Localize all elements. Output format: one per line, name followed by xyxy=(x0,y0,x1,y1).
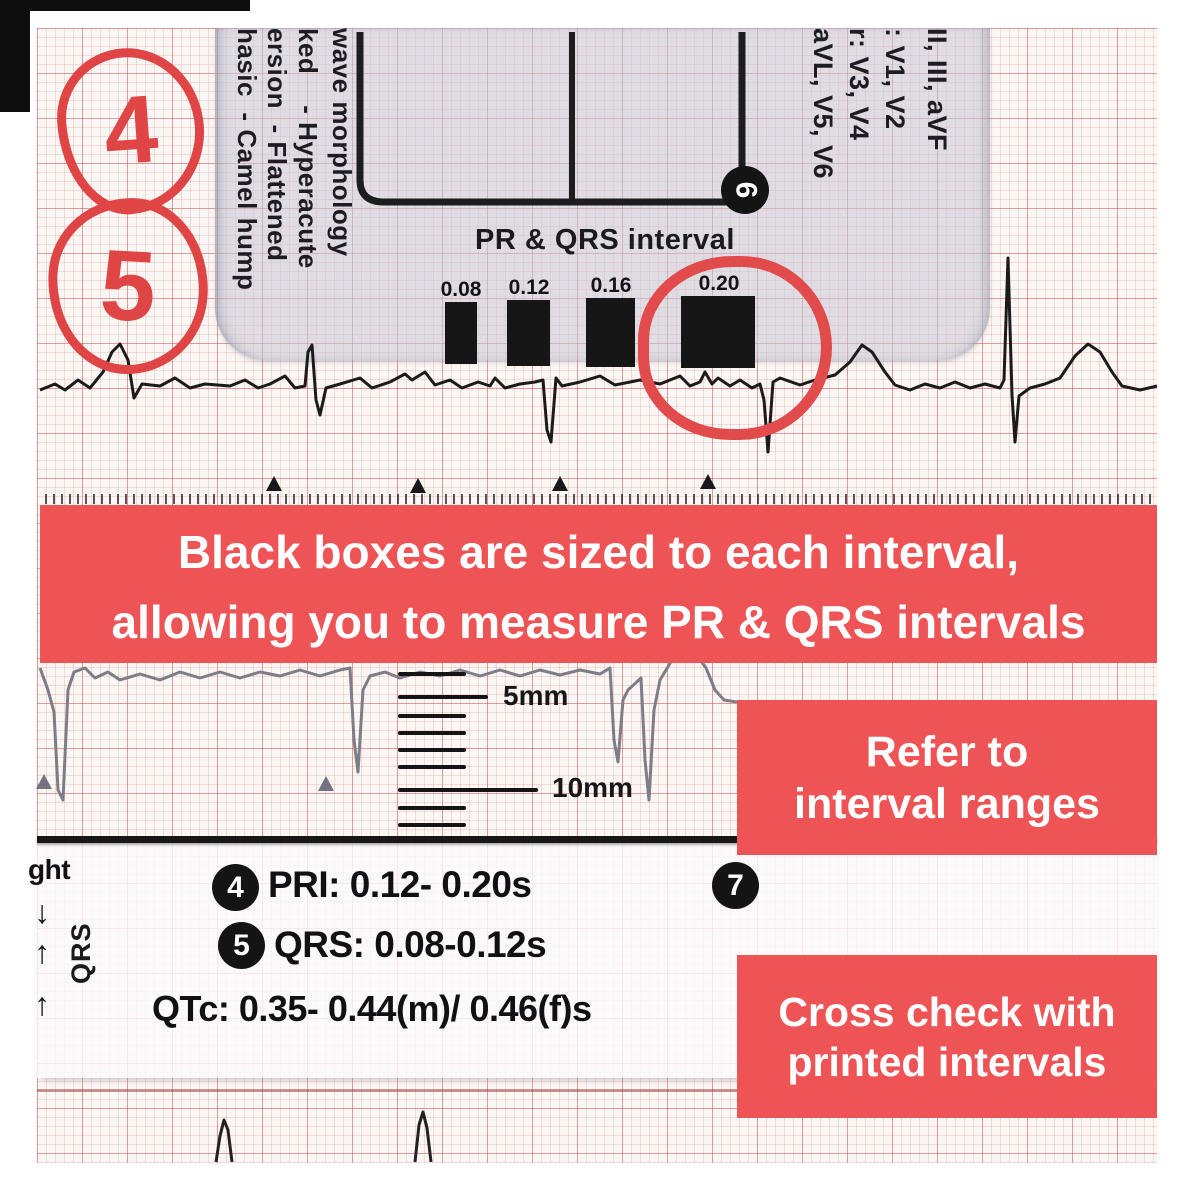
calibration-triangle-icon xyxy=(318,776,334,791)
calibration-triangle-icon xyxy=(36,774,52,789)
marker-6-number: 6 xyxy=(729,181,762,199)
interval-box-008 xyxy=(445,302,477,364)
cross-check-callout-box xyxy=(737,955,1157,1118)
ruler-text-morphology-4: hasic - Camel hump xyxy=(232,28,262,291)
refer-line-2: interval ranges xyxy=(794,779,1100,828)
interval-label-012: 0.12 xyxy=(508,276,550,299)
ruler-text-leads-anterior: r: V3, V4 xyxy=(844,28,874,141)
scale-label-5mm: 5mm xyxy=(503,680,569,711)
marker-7-badge xyxy=(712,862,759,909)
photo-border-left xyxy=(0,0,30,112)
mm-tick-5mm xyxy=(398,695,488,699)
marker-6-badge xyxy=(721,166,769,214)
mm-tick xyxy=(398,806,466,810)
refer-line-1: Refer to xyxy=(865,727,1029,776)
calibration-triangle-icon xyxy=(266,476,282,491)
interval-box-016 xyxy=(586,298,635,367)
calibration-triangle-icon xyxy=(700,474,716,489)
arrow-up-icon: ↑ xyxy=(34,934,50,970)
ruler-text-morphology-2: ked - Hyperacute xyxy=(293,28,323,269)
cut-off-height-label: ght xyxy=(28,854,71,885)
scale-label-10mm: 10mm xyxy=(552,772,633,803)
mm-tick xyxy=(398,765,466,769)
marker-5-number: 5 xyxy=(233,928,250,962)
marker-5-badge xyxy=(218,922,265,969)
ruler-text-morphology-3: ersion - Flattened xyxy=(262,28,292,262)
marker-4-badge xyxy=(212,864,259,911)
step-5-number: 5 xyxy=(97,228,159,343)
cross-line-2: printed intervals xyxy=(787,1038,1107,1085)
banner-line-2: allowing you to measure PR & QRS intervals xyxy=(111,596,1086,648)
qtc-interval-range: QTc: 0.35- 0.44(m)/ 0.46(f)s xyxy=(152,988,592,1029)
interval-box-012 xyxy=(507,300,550,366)
cross-line-1: Cross check with xyxy=(778,988,1116,1035)
refer-callout-box xyxy=(737,700,1157,855)
banner-line-1: Black boxes are sized to each interval, xyxy=(177,526,1020,578)
ruler-text-leads-inferior: II, III, aVF xyxy=(922,28,952,152)
ruler-text-morphology-1: wave morphology xyxy=(327,28,357,257)
calibration-triangle-icon xyxy=(552,476,568,491)
marker-7-number: 7 xyxy=(727,868,744,902)
mm-tick xyxy=(398,823,466,827)
arrow-up-icon: ↑ xyxy=(34,986,50,1022)
photo-border-top xyxy=(0,0,250,11)
ruler-text-leads-septal: : V1, V2 xyxy=(880,28,910,130)
ruler-text-leads-lateral: aVL, V5, V6 xyxy=(808,28,838,180)
mm-tick-10mm xyxy=(398,788,538,792)
mm-tick xyxy=(398,714,466,718)
interval-label-020: 0.20 xyxy=(698,272,740,295)
step-4-number: 4 xyxy=(100,75,162,186)
mm-tick xyxy=(398,731,466,735)
mm-tick xyxy=(398,672,466,676)
interval-label-008: 0.08 xyxy=(440,278,482,301)
highlight-circle-020-box xyxy=(638,256,832,440)
interval-section-title: PR & QRS interval xyxy=(475,224,735,256)
qrs-interval-range: QRS: 0.08-0.12s xyxy=(274,924,547,965)
calibration-triangle-icon xyxy=(410,478,426,493)
mm-tick xyxy=(398,748,466,752)
ruler-fine-tick-edge xyxy=(45,494,1155,504)
qrs-side-label: QRS xyxy=(66,922,96,984)
arrow-down-icon: ↓ xyxy=(34,894,50,930)
pri-interval-range: PRI: 0.12- 0.20s xyxy=(268,864,532,905)
marker-4-number: 4 xyxy=(227,870,244,904)
explanation-banner xyxy=(40,505,1157,663)
interval-label-016: 0.16 xyxy=(590,274,632,297)
